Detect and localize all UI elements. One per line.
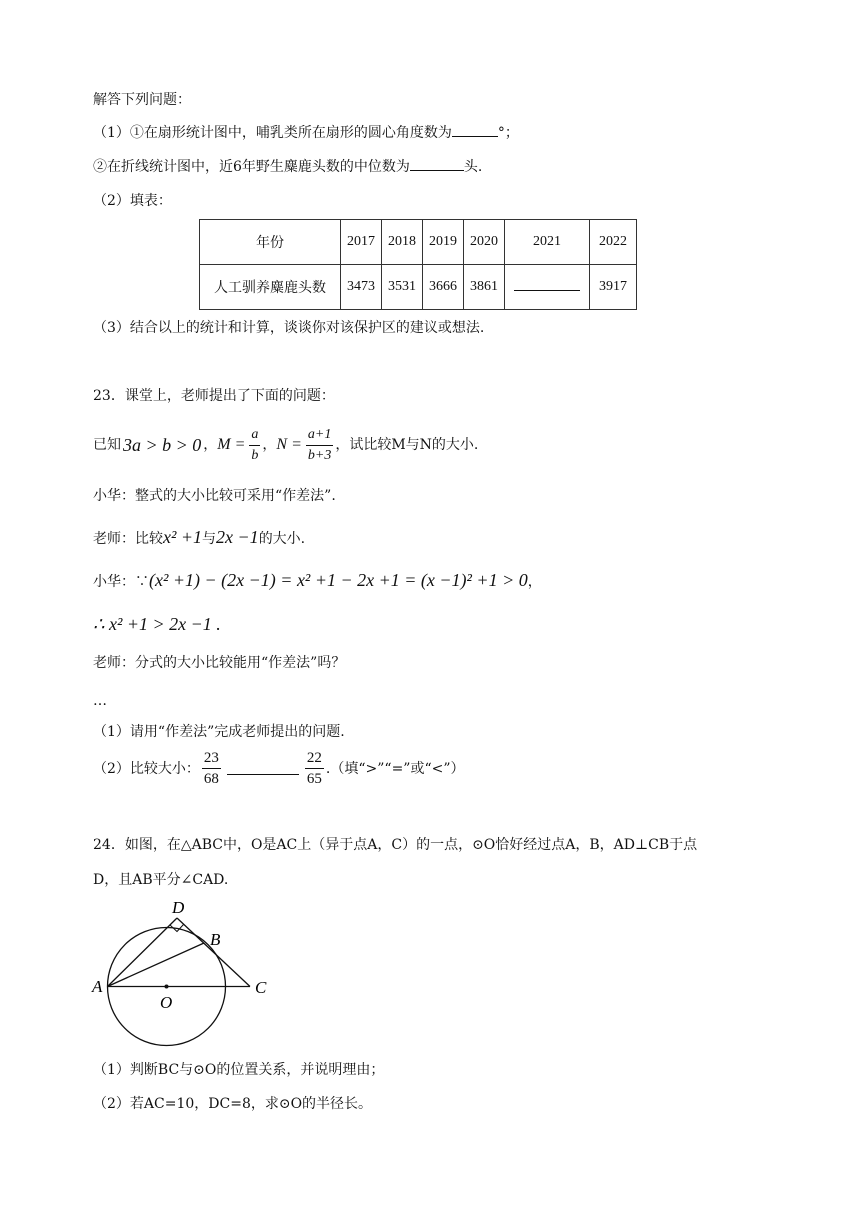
table-row-years bbox=[200, 220, 637, 265]
q23-given-inequality: 3a > b > 0 bbox=[123, 435, 202, 455]
q23-xiaohua-2 bbox=[93, 570, 542, 592]
answer-blank-2021[interactable] bbox=[514, 278, 580, 291]
q23-given bbox=[93, 423, 478, 467]
q22-part1a bbox=[93, 123, 519, 143]
n-label: N = bbox=[276, 436, 302, 453]
fraction-m-numerator: a bbox=[251, 426, 259, 442]
geometry-figure bbox=[88, 895, 278, 1055]
q22-part2: （2）填表： bbox=[93, 193, 172, 209]
q23-part2 bbox=[93, 748, 465, 789]
fraction-23-68 bbox=[202, 748, 221, 789]
fraction-m-denominator: b bbox=[249, 445, 260, 466]
q24-stem-line1: 24．如图，在△ABC中，O是AC上（异于点A，C）的一点，⊙O恰好经过点A，B，AD⊥CB于点 bbox=[93, 837, 698, 853]
segment-dc bbox=[177, 918, 250, 987]
q23-xiaohua-2-prefix: 小华：∵ bbox=[93, 574, 149, 590]
q22-part1a-unit: °； bbox=[497, 125, 519, 141]
expr-2x-minus-1: 2x −1 bbox=[216, 527, 259, 547]
label-d: D bbox=[172, 898, 185, 917]
q23-part1: （1）请用“作差法”完成老师提出的问题. bbox=[93, 724, 345, 740]
q23-teacher-1 bbox=[93, 527, 305, 549]
table-year-cell: 2017 bbox=[341, 220, 382, 265]
table-header-label: 年份 bbox=[200, 220, 341, 265]
table-value-cell: 3917 bbox=[590, 265, 637, 310]
m-label: M = bbox=[217, 436, 246, 453]
expr-x-squared-plus-1: x² +1 bbox=[163, 527, 203, 547]
fraction-22-65 bbox=[305, 748, 324, 789]
table-value-cell: 3861 bbox=[464, 265, 505, 310]
table-year-cell: 2021 bbox=[505, 220, 590, 265]
table-year-cell: 2020 bbox=[464, 220, 505, 265]
comma: ， bbox=[262, 437, 277, 453]
q23-teacher-1-mid: 与 bbox=[202, 531, 217, 547]
q23-part2-suffix: .（填“>”“=”或“<”） bbox=[325, 760, 465, 777]
q23-teacher-1-prefix: 老师：比较 bbox=[93, 531, 163, 547]
label-b: B bbox=[210, 930, 221, 949]
q22-part1b-unit: 头. bbox=[463, 159, 483, 175]
q23-ellipsis: … bbox=[93, 693, 107, 709]
comma: ， bbox=[527, 574, 542, 590]
answer-blank-angle[interactable] bbox=[452, 124, 498, 137]
table-year-cell: 2018 bbox=[382, 220, 423, 265]
table-row-label: 人工驯养麋鹿头数 bbox=[200, 265, 341, 310]
q23-therefore bbox=[93, 614, 221, 636]
q22-part1b bbox=[93, 157, 482, 177]
q22-part1b-text: ②在折线统计图中，近6年野生麋鹿头数的中位数为 bbox=[93, 159, 410, 175]
table-year-cell: 2019 bbox=[423, 220, 464, 265]
q22-part1a-text: （1）①在扇形统计图中，哺乳类所在扇形的圆心角度数为 bbox=[93, 125, 452, 141]
q23-title: 23．课堂上，老师提出了下面的问题： bbox=[93, 388, 335, 404]
fraction-1-denominator: 68 bbox=[202, 768, 221, 789]
q23-teacher-2: 老师：分式的大小比较能用“作差法”吗？ bbox=[93, 655, 346, 671]
q23-part2-prefix: （2）比较大小： bbox=[93, 760, 200, 777]
q23-teacher-1-suffix: 的大小. bbox=[258, 531, 306, 547]
expr-conclusion: ∴ x² +1 > 2x −1 . bbox=[93, 614, 221, 634]
center-point-o bbox=[165, 985, 169, 989]
q22-intro: 解答下列问题： bbox=[93, 92, 191, 108]
table-value-cell: 3531 bbox=[382, 265, 423, 310]
fraction-2-denominator: 65 bbox=[305, 768, 324, 789]
table-row-values bbox=[200, 265, 637, 310]
fraction-n bbox=[306, 425, 333, 466]
q23-xiaohua-1: 小华：整式的大小比较可采用“作差法”. bbox=[93, 488, 336, 504]
q24-part1: （1）判断BC与⊙O的位置关系，并说明理由； bbox=[93, 1062, 385, 1078]
fill-in-table bbox=[199, 219, 637, 310]
q24-stem-line2: D，且AB平分∠CAD. bbox=[93, 872, 229, 888]
answer-blank-median[interactable] bbox=[410, 158, 464, 171]
fraction-2-numerator: 22 bbox=[306, 750, 322, 766]
fraction-n-denominator: b+3 bbox=[306, 445, 333, 466]
label-c: C bbox=[255, 978, 267, 997]
q23-given-suffix: ，试比较M与N的大小. bbox=[335, 437, 479, 453]
label-o: O bbox=[160, 993, 173, 1012]
answer-blank-compare[interactable] bbox=[227, 762, 299, 775]
table-value-cell: 3473 bbox=[341, 265, 382, 310]
fraction-1-numerator: 23 bbox=[203, 750, 219, 766]
q22-part3: （3）结合以上的统计和计算，谈谈你对该保护区的建议或想法. bbox=[93, 320, 485, 336]
fraction-m bbox=[249, 425, 260, 466]
label-a: A bbox=[92, 977, 103, 996]
q23-given-prefix: 已知 bbox=[93, 437, 121, 453]
comma: ， bbox=[203, 437, 218, 453]
table-year-cell: 2022 bbox=[590, 220, 637, 265]
segment-ab bbox=[108, 943, 205, 987]
table-value-cell-2021[interactable] bbox=[505, 265, 590, 310]
q24-part2: （2）若AC=10，DC=8，求⊙O的半径长。 bbox=[93, 1096, 373, 1112]
expr-difference: (x² +1) − (2x −1) = x² +1 − 2x +1 = (x −1)² +1 > 0 bbox=[149, 570, 528, 590]
fraction-n-numerator: a+1 bbox=[307, 426, 332, 442]
table-value-cell: 3666 bbox=[423, 265, 464, 310]
